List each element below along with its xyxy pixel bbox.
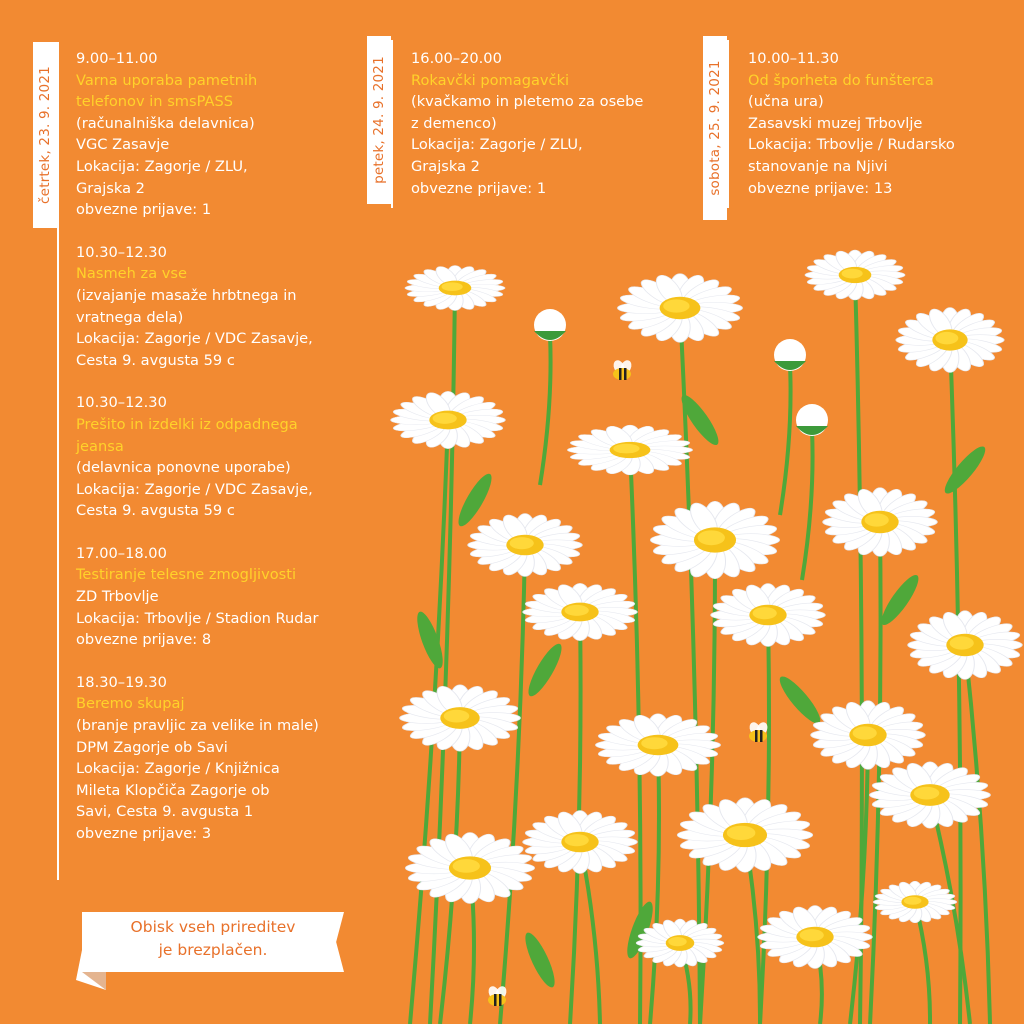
event-detail: Lokacija: Trbovlje / Rudarsko <box>748 136 955 154</box>
event-detail: (kvačkamo in pletemo za osebe <box>411 93 644 111</box>
event-time: 18.30–19.30 <box>76 673 167 691</box>
daisy-flower <box>908 611 1023 680</box>
day-label: četrtek, 23. 9. 2021 <box>37 66 53 204</box>
event-detail: Savi, Cesta 9. avgusta 1 <box>76 803 254 821</box>
event-title: Od šporheta do funšterca <box>748 71 934 89</box>
event-detail: (branje pravljic za velike in male) <box>76 717 319 735</box>
event-title: Beremo skupaj <box>76 695 185 713</box>
event-title: Rokavčki pomagavčki <box>411 71 570 89</box>
daisy-flower <box>873 881 956 923</box>
event-detail: Lokacija: Zagorje / VDC Zasavje, <box>76 480 313 498</box>
daisy-flower <box>468 513 583 576</box>
daisy-flower <box>568 425 693 475</box>
daisy-flower <box>391 391 506 448</box>
event-title: telefonov in smsPASS <box>76 93 233 111</box>
event-title: Testiranje telesne zmogljivosti <box>76 566 297 584</box>
daisy-flower <box>596 714 721 776</box>
event-time: 10.30–12.30 <box>76 394 167 412</box>
free-admission-text <box>82 916 344 962</box>
event-detail: Grajska 2 <box>76 179 145 197</box>
daisy-flower <box>896 308 1004 373</box>
event-detail: (računalniška delavnica) <box>76 114 255 132</box>
note-line: je brezplačen. <box>158 941 268 959</box>
event-detail: obvezne prijave: 8 <box>76 631 212 649</box>
event-detail: Mileta Klopčiča Zagorje ob <box>76 781 270 799</box>
daisy-flower <box>870 762 991 828</box>
day-label: sobota, 25. 9. 2021 <box>707 60 723 196</box>
event-detail: ZD Trbovlje <box>76 588 159 606</box>
daisy-flower <box>650 501 779 578</box>
daisy-flower <box>805 250 905 300</box>
bee-icon <box>487 985 509 1006</box>
day-label: petek, 24. 9. 2021 <box>371 56 387 184</box>
event-title: Prešito in izdelki iz odpadnega <box>76 415 298 433</box>
event-title: Varna uporaba pametnih <box>76 71 258 89</box>
event-time: 9.00–11.00 <box>76 50 158 67</box>
event-detail: Cesta 9. avgusta 59 c <box>76 351 235 369</box>
bee-icon <box>612 359 634 380</box>
event-detail: obvezne prijave: 1 <box>76 201 212 219</box>
event-detail: z demenco) <box>411 114 497 132</box>
event-detail: (izvajanje masaže hrbtnega in <box>76 286 297 304</box>
event-detail: vratnega dela) <box>76 308 184 326</box>
daisy-bud <box>796 404 828 580</box>
event-detail: Lokacija: Trbovlje / Stadion Rudar <box>76 609 319 627</box>
event-detail: Grajska 2 <box>411 157 480 175</box>
event-detail: Lokacija: Zagorje / Knjižnica <box>76 760 280 778</box>
daisy-flower <box>523 810 638 873</box>
event-detail: Lokacija: Zagorje / VDC Zasavje, <box>76 330 313 348</box>
event-detail: Lokacija: Zagorje / ZLU, <box>76 157 248 175</box>
event-detail: DPM Zagorje ob Savi <box>76 738 228 756</box>
event-detail: obvezne prijave: 13 <box>748 179 893 197</box>
event-time: 17.00–18.00 <box>76 544 167 562</box>
event-time: 16.00–20.00 <box>411 50 502 67</box>
event-time: 10.00–11.30 <box>748 50 839 67</box>
daisy-flower <box>811 701 926 770</box>
event-detail: stanovanje na Njivi <box>748 157 888 175</box>
daisy-bud <box>534 309 566 485</box>
event-title: jeansa <box>76 437 124 455</box>
note-line: Obisk vseh prireditev <box>130 918 296 936</box>
daisy-flower <box>400 685 521 751</box>
event-title: Nasmeh za vse <box>76 265 188 283</box>
event-detail: obvezne prijave: 1 <box>411 179 547 197</box>
daisy-flower <box>823 488 938 557</box>
event-detail: (učna ura) <box>748 93 824 111</box>
bee-icon <box>748 721 770 742</box>
daisy-flower <box>618 274 743 343</box>
daisy-flower <box>405 266 505 311</box>
event-detail: Lokacija: Zagorje / ZLU, <box>411 136 583 154</box>
event-detail: (delavnica ponovne uporabe) <box>76 459 291 477</box>
daisy-flower <box>711 583 826 646</box>
daisy-flower <box>523 583 638 640</box>
event-time: 10.30–12.30 <box>76 243 167 261</box>
event-detail: obvezne prijave: 3 <box>76 825 212 842</box>
event-detail: Cesta 9. avgusta 59 c <box>76 502 235 520</box>
event-detail: Zasavski muzej Trbovlje <box>748 114 923 132</box>
event-detail: VGC Zasavje <box>76 136 170 154</box>
